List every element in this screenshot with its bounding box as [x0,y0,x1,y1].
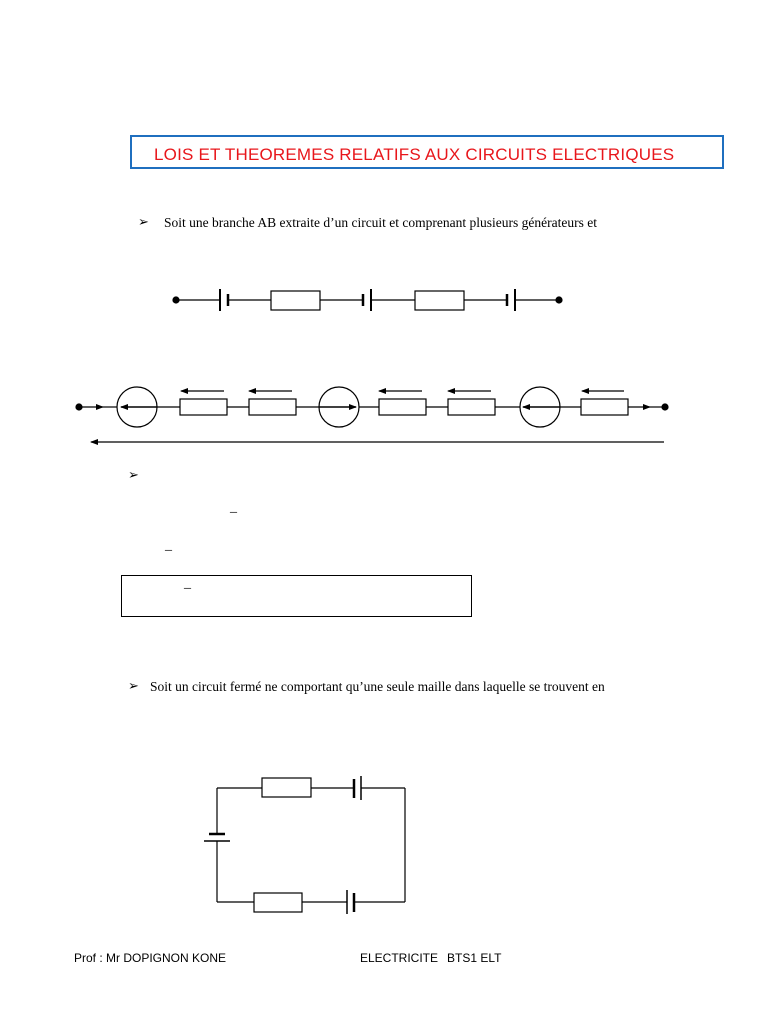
dash-mark: _ [184,576,191,591]
battery-symbol [354,776,361,800]
paragraph-single-loop: Soit un circuit fermé ne comportant qu’une seule maille dans laquelle se trouvent en [150,679,605,694]
dash-mark: _ [230,500,237,515]
footer-subject: ELECTRICITE [360,951,439,965]
resistor-symbol [254,893,302,912]
bullet-arrow-icon: ➢ [138,214,149,229]
page-title: LOIS ET THEOREMES RELATIFS AUX CIRCUITS ELECTRIQUES [154,145,675,164]
resistor-symbol [262,778,311,797]
dash-mark: _ [165,538,172,553]
bullet-arrow-icon: ➢ [128,467,139,482]
bullet-arrow-icon: ➢ [128,678,139,693]
footer-class: BTS1 ELT [447,951,502,965]
battery-symbol [204,834,230,841]
battery-symbol [347,890,354,914]
footer-author: Prof : Mr DOPIGNON KONE [74,951,227,965]
paragraph-branch-ab: Soit une branche AB extraite d’un circuit et comprenant plusieurs générateurs et [164,215,597,230]
